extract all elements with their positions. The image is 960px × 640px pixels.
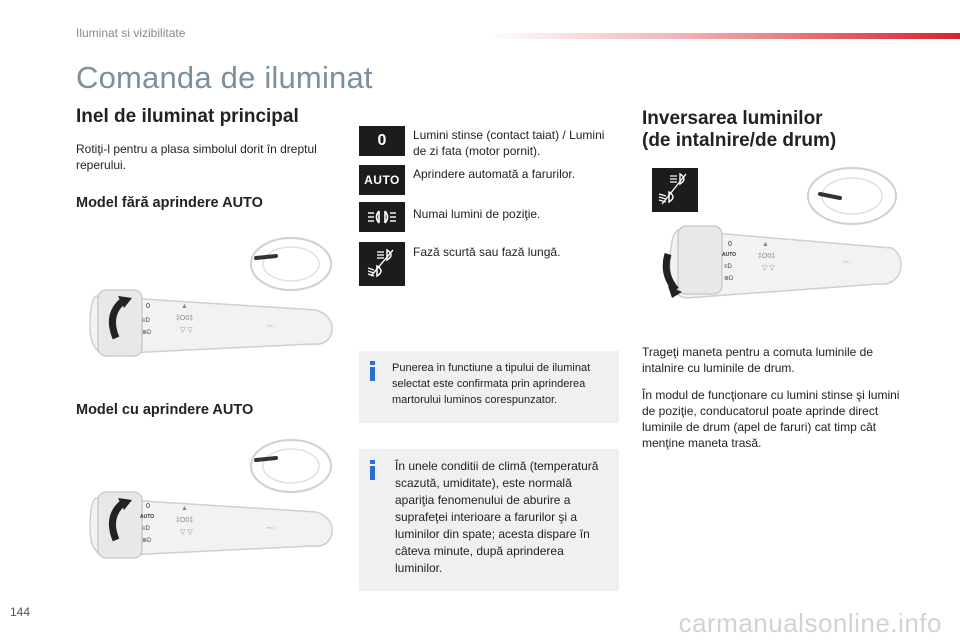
svg-text:‡O0‡: ‡O0‡ [176,517,194,524]
svg-text:▽ ▽: ▽ ▽ [180,327,193,334]
svg-text:⊸○: ⊸○ [266,525,277,532]
beam-switch-heading-line1: Inversarea luminilor [642,108,823,129]
note-confirmation-text: Punerea in functiune a tipului de iluminat selectat este confirmata prin aprinderea martorului luminos corespunzator. [392,362,591,406]
svg-text:≣D: ≣D [724,276,734,282]
note-box-condensation [359,449,619,591]
position-lights-icon [359,202,405,232]
mode-position-text: Numai lumini de poziţie. [413,207,541,221]
stalk-auto-label: AUTO [722,252,737,258]
note-condensation-text: În unele conditii de climă (temperatură scazută, umiditate), este normală apariţia fenomenului de aburire a suprafeţei interioare a farurilor şi a luminilor din spate; acesta dispare în câteva minute, după aprinderea luminilor. [395,459,599,575]
svg-text:≣D: ≣D [142,330,152,336]
svg-text:▽ ▽: ▽ ▽ [762,265,775,272]
stalk-illustration-no-auto [76,226,346,376]
svg-text:⊸○: ⊸○ [266,323,277,330]
svg-text:▲: ▲ [181,303,188,310]
main-ring-intro: Rotiţi-l pentru a plasa simbolul dorit în dreptul reperului. [76,142,317,172]
mode-lights-off-text: Lumini stinse (contact taiat) / Lumini de zi fata (motor pornit). [413,128,605,158]
svg-text:▲: ▲ [181,505,188,512]
svg-text:⊸○: ⊸○ [842,259,853,266]
section-header: Iluminat si vizibilitate [76,26,186,40]
header-accent-bar [488,33,960,39]
mode-beam-text: Fază scurtă sau fază lungă. [413,245,561,259]
stalk-zero-label: 0 [146,503,150,510]
page-number: 144 [10,605,31,619]
beam-switch-heading [642,108,836,152]
svg-text:≣D: ≣D [142,538,152,544]
svg-text:▽ ▽: ▽ ▽ [180,529,193,536]
mode-auto-text: Aprindere automată a farurilor. [413,167,576,181]
note-box-confirmation [359,351,619,423]
lights-off-icon [359,126,405,156]
svg-text:‡O0‡: ‡O0‡ [176,315,194,322]
beam-switch-heading-line2: (de intalnire/de drum) [642,130,837,151]
model-no-auto-heading: Model fără aprindere AUTO [76,195,263,211]
beam-icon-inset [652,168,698,212]
beam-switch-para1: Trageţi maneta pentru a comuta luminile de intalnire cu luminile de drum. [642,345,874,375]
model-auto-heading: Model cu aprindere AUTO [76,402,254,418]
svg-text:▲: ▲ [762,241,769,248]
auto-lights-icon [359,165,405,195]
svg-text:≡D: ≡D [142,526,150,532]
stalk-zero-label: 0 [146,303,150,310]
page-title: Comanda de iluminat [76,60,373,95]
lights-off-symbol: 0 [377,132,387,149]
beam-switch-illustration [642,160,904,305]
watermark: carmanualsonline.info [678,608,942,638]
svg-text:‡O0‡: ‡O0‡ [758,253,776,260]
stalk-zero-label: 0 [728,241,732,248]
dipped-main-beam-icon [359,242,405,286]
info-icon [370,460,375,480]
svg-text:≡D: ≡D [142,318,150,324]
svg-text:≡D: ≡D [724,264,732,270]
stalk-auto-label: AUTO [140,514,155,520]
auto-lights-symbol: AUTO [364,173,400,187]
info-icon [370,361,375,381]
stalk-illustration-auto [76,430,346,580]
main-ring-heading: Inel de iluminat principal [76,106,299,127]
beam-switch-para2: În modul de funcţionare cu lumini stinse şi lumini de poziţie, conducatorul poate aprinde direct luminile de drum (apel de faruri) cat timp cât menţine maneta trasă. [642,388,900,450]
